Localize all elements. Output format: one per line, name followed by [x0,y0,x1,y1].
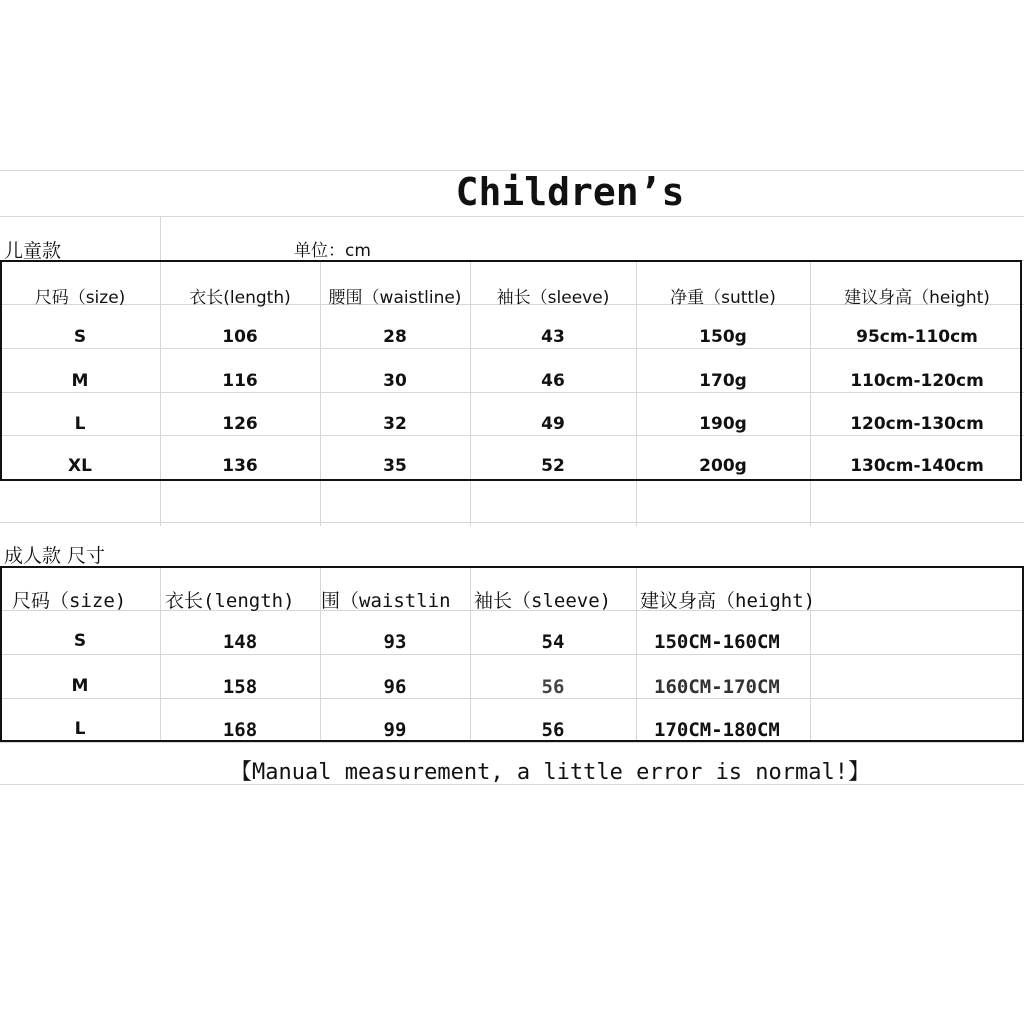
adult-cell: 99 [383,719,407,741]
children-section-label: 儿童款 [4,240,62,262]
children-cell: XL [68,456,92,476]
children-cell: 126 [222,414,258,434]
children-cell: 43 [541,327,565,347]
adult-header-length: 衣长(length) [165,590,295,612]
adult-cell: 150CM-160CM [654,631,780,653]
adult-cell: 56 [541,719,565,741]
adult-header-sleeve: 袖长（sleeve) [474,590,612,612]
measurement-note: 【Manual measurement, a little error is normal!】 [229,760,871,785]
children-cell: 136 [222,456,258,476]
children-cell: 170g [699,371,747,391]
children-header-height: 建议身高（height) [844,288,990,308]
children-cell: 110cm-120cm [850,371,984,391]
unit-label: 单位：cm [294,241,371,261]
children-cell: 120cm-130cm [850,414,984,434]
children-cell: M [71,371,89,391]
children-header-size: 尺码（size) [34,288,126,308]
children-cell: 52 [541,456,565,476]
children-cell: 95cm-110cm [856,327,978,347]
children-cell: S [73,327,87,347]
chart-title: Children’s [455,170,685,214]
children-header-suttle: 净重（suttle) [670,288,776,308]
children-cell: 200g [699,456,747,476]
adult-cell: 158 [222,676,258,698]
adult-cell: 93 [383,631,407,653]
children-cell: 28 [383,327,407,347]
children-cell: 49 [541,414,565,434]
adult-header-height: 建议身高（height) [640,590,816,612]
children-header-length: 衣长(length) [189,288,291,308]
adult-cell: 54 [541,631,565,653]
adult-header-size: 尺码（size) [12,590,127,612]
children-cell: L [74,414,86,434]
adult-section-label: 成人款 尺寸 [4,545,106,567]
adult-cell: 168 [222,719,258,741]
adult-cell: 148 [222,631,258,653]
children-header-sleeve: 袖长（sleeve) [496,288,610,308]
adult-cell: 56 [541,676,565,698]
children-cell: 30 [383,371,407,391]
adult-cell: S [73,631,87,651]
adult-cell: L [74,719,86,739]
children-header-waistline: 腰围（waistline) [328,288,462,308]
adult-cell: M [71,676,89,696]
adult-header-waistline: 围（waistlin [321,590,451,612]
children-cell: 150g [699,327,747,347]
children-cell: 35 [383,456,407,476]
children-cell: 106 [222,327,258,347]
children-cell: 46 [541,371,565,391]
adult-cell: 160CM-170CM [654,676,780,698]
size-chart-sheet [0,170,1024,790]
children-cell: 130cm-140cm [850,456,984,476]
children-cell: 116 [222,371,258,391]
adult-cell: 170CM-180CM [654,719,780,741]
adult-cell: 96 [383,676,407,698]
children-cell: 190g [699,414,747,434]
children-cell: 32 [383,414,407,434]
